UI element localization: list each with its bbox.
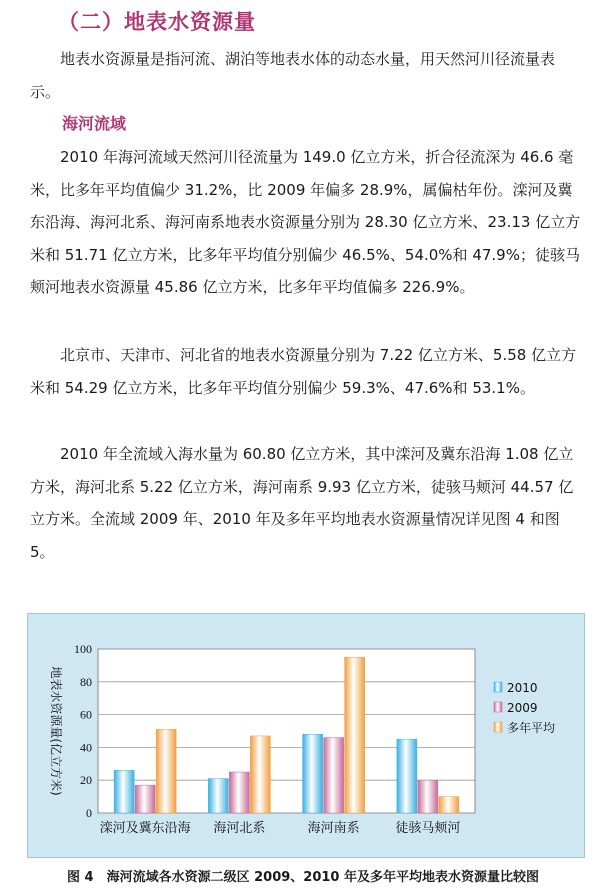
legend-label: 多年平均 [507, 721, 556, 735]
y-tick-label: 40 [80, 740, 92, 755]
section-heading: （二）地表水资源量 [58, 10, 256, 34]
bar-2010 [208, 779, 228, 813]
bar-2009 [229, 772, 249, 813]
y-axis-label: 地表水资源量(亿立方米) [49, 666, 63, 796]
bar-多年平均 [439, 797, 459, 813]
legend-label: 2010 [507, 681, 538, 695]
legend-swatch-多年平均 [494, 722, 502, 732]
x-tick-label: 徒骇马颊河 [395, 821, 461, 836]
figure-caption: 图 4 海河流域各水资源二级区 2009、2010 年及多年平均地表水资源量比较图 [67, 870, 539, 885]
paragraph-1: 2010 年海河流域天然河川径流量为 149.0 亿立方米，折合径流深为 46.6 毫米，比多年平均值偏少 31.2%，比 2009 年偏多 28.9%，属偏枯年份。滦河及冀东沿海、海河北系、海河南系地表水资源量分别为 28.30 亿立方米、23.13 亿立方米和 51.71 亿立方米，比多年平均值分别偏少 46.5%、54.0%和 47.9%；徒骇马颊河地表水资源量 45.86 亿立方米，比多年平均值偏多 226.9%。 [30, 148, 581, 296]
y-tick-label: 60 [80, 707, 92, 722]
bar-多年平均 [156, 729, 176, 813]
paragraph-2: 北京市、天津市、河北省的地表水资源量分别为 7.22 亿立方米、5.58 亿立方米和 54.29 亿立方米，比多年平均值分别偏少 59.3%、47.6%和 53.1%。 [30, 346, 577, 397]
bar-2010 [397, 739, 417, 813]
paragraph-3: 2010 年全流域入海水量为 60.80 亿立方米，其中滦河及冀东沿海 1.08 亿立方米，海河北系 5.22 亿立方米，海河南系 9.93 亿立方米，徒骇马颊河 44.57 亿立方米。全流域 2009 年、2010 年及多年平均地表水资源量情况详见图 4 和图 5。 [30, 445, 574, 561]
y-tick-label: 0 [86, 806, 92, 820]
chart-container [27, 613, 585, 858]
y-tick-label: 100 [74, 642, 92, 656]
x-tick-label: 滦河及冀东沿海 [99, 821, 191, 836]
bar-2010 [114, 770, 134, 813]
bar-多年平均 [250, 736, 270, 813]
x-tick-label: 海河南系 [307, 821, 360, 836]
bar-2009 [324, 738, 344, 813]
bar-多年平均 [345, 657, 365, 813]
bar-chart [28, 614, 584, 857]
bar-2010 [303, 734, 323, 813]
y-tick-label: 80 [80, 674, 92, 689]
subheading-haihe: 海河流域 [62, 114, 127, 133]
legend-swatch-2009 [494, 702, 502, 712]
bar-2009 [418, 780, 438, 813]
y-tick-label: 20 [80, 773, 92, 788]
intro-paragraph: 地表水资源量是指河流、湖泊等地表水体的动态水量，用天然河川径流量表示。 [30, 50, 556, 101]
x-tick-label: 海河北系 [213, 821, 266, 836]
legend-label: 2009 [507, 701, 538, 715]
legend-swatch-2010 [494, 682, 502, 692]
bar-2009 [135, 785, 155, 813]
